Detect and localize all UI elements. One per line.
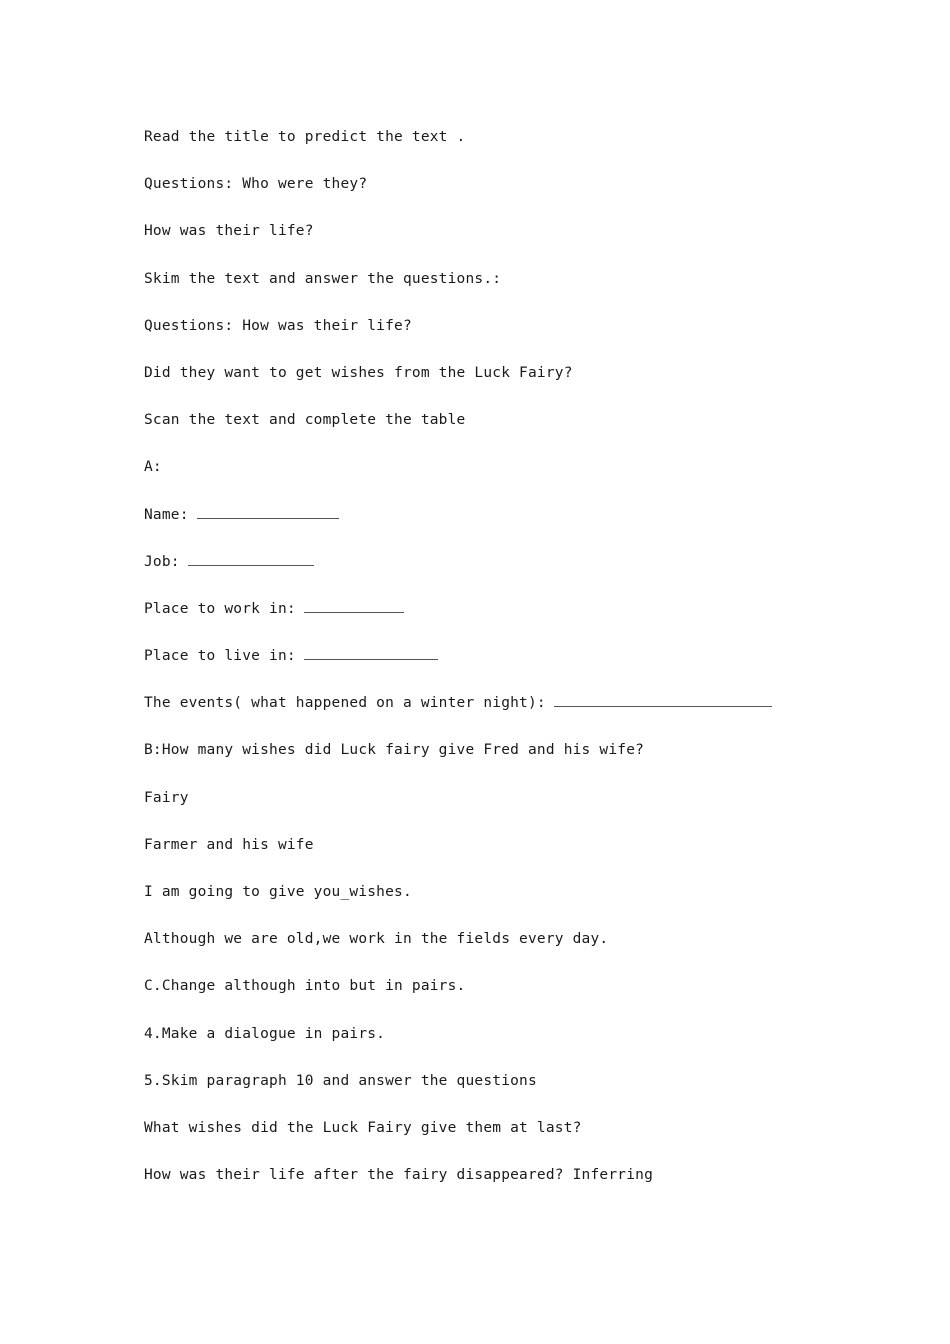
text-line: 5.Skim paragraph 10 and answer the questions [144,1072,537,1089]
text-line: Fairy [144,789,189,806]
place-to-work-blank[interactable] [304,598,404,613]
field-label: The events( what happened on a winter night): [144,695,546,712]
text-line: Read the title to predict the text . [144,129,466,145]
form-field-job [144,551,844,598]
text-line: Farmer and his wife [144,836,314,853]
field-label: Job: [144,553,180,570]
text-line: Questions: Who were they? [144,176,368,193]
field-label: Name: [144,506,189,523]
text-line: Scan the text and complete the table [144,412,466,429]
text-line: Questions: How was their life? [144,317,412,334]
text-line: How was their life after the fairy disappeared? Inferring [144,1167,653,1184]
name-blank[interactable] [197,504,339,519]
text-line: How was their life? [144,223,314,240]
text-line: Although we are old,we work in the fields every day. [144,931,609,948]
events-blank[interactable] [554,692,772,707]
form-field-name [144,504,844,551]
form-field-place-to-live [144,645,844,692]
text-line: What wishes did the Luck Fairy give them at last? [144,1119,582,1136]
field-label: Place to work in: [144,600,296,617]
form-field-place-to-work [144,598,844,645]
job-blank[interactable] [188,551,314,566]
text-line: Did they want to get wishes from the Luck Fairy? [144,364,573,381]
text-line: 4.Make a dialogue in pairs. [144,1025,386,1042]
field-label: Place to live in: [144,648,296,665]
form-field-events [144,692,844,739]
place-to-live-blank[interactable] [304,645,438,660]
text-line: B:How many wishes did Luck fairy give Fred and his wife? [144,742,645,759]
text-line: Skim the text and answer the questions.: [144,270,502,287]
document-body [144,126,844,1211]
text-line: A: [144,459,162,476]
text-line: C.Change although into but in pairs. [144,978,466,995]
text-line: I am going to give you_wishes. [144,884,412,900]
